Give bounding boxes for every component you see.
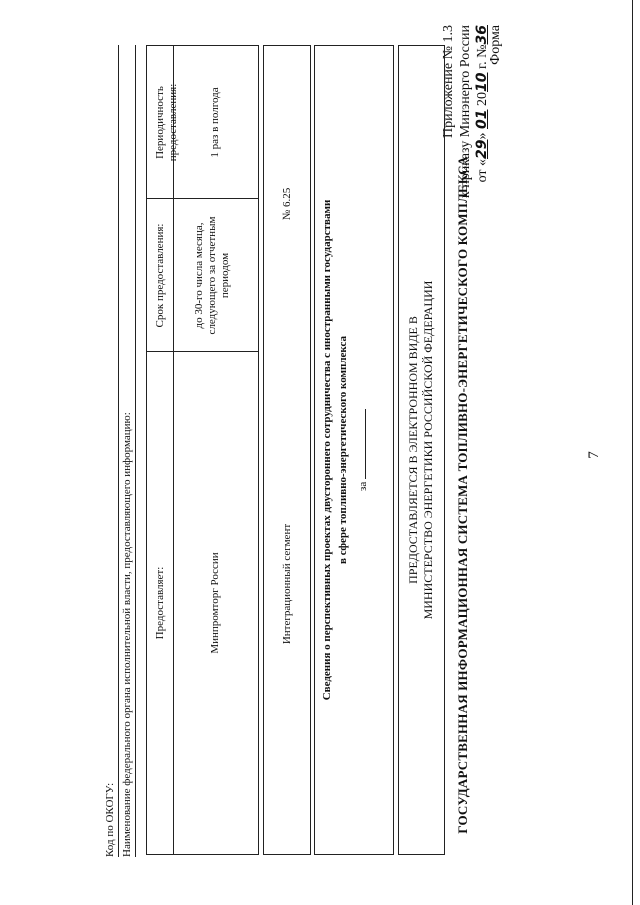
form-label: Форма — [488, 25, 503, 65]
periodicity-value: 1 раз в полгода — [209, 87, 221, 158]
page-number: 7 — [586, 451, 602, 459]
report-title-line-1: Сведения о перспективных проектах двустороннего сотрудничества с иностранными государствами — [321, 199, 333, 701]
submission-header-line-1: ПРЕДОСТАВЛЯЕТСЯ В ЭЛЕКТРОННОМ ВИДЕ В — [406, 316, 420, 584]
deadline-value: до 30-го числа месяца, следующего за отчетным периодом — [193, 216, 231, 335]
appendix-line-2: к приказу Минэнерго России — [458, 25, 473, 199]
segment-number: № 6.25 — [281, 187, 293, 221]
segment-label: Интеграционный сегмент — [281, 523, 293, 645]
segment-box — [263, 45, 311, 855]
col-provider-header: Предоставляет: — [154, 566, 166, 640]
report-period: за — [355, 46, 369, 854]
provider-value: Минпромторг России — [209, 552, 221, 654]
col-deadline-header: Срок предоставления: — [154, 223, 166, 328]
appendix-line-3: от «29» 01 2010 г. №36 — [474, 25, 490, 183]
scan-top-line — [632, 0, 633, 905]
main-title: ГОСУДАРСТВЕННАЯ ИНФОРМАЦИОННАЯ СИСТЕМА ТОПЛИВНО-ЭНЕРГЕТИЧЕСКОГО КОМПЛЕКСА — [455, 156, 470, 834]
report-title-box — [314, 45, 394, 855]
submission-header-box — [398, 45, 445, 855]
report-title-line-2: в сфере топливно-энергетического комплекса — [337, 336, 349, 564]
okogu-label: Код по ОКОГУ: — [104, 782, 116, 857]
okogu-line — [118, 45, 119, 857]
details-table — [146, 45, 259, 855]
col-periodicity-header: Периодичность предоставления: — [154, 83, 179, 162]
appendix-line-1: Приложение № 1.3 — [441, 25, 456, 138]
executive-body-line — [135, 45, 136, 857]
executive-body-label: Наименование федерального органа исполнительной власти, предоставляющего информацию: — [121, 412, 133, 857]
submission-header-line-2: МИНИСТЕРСТВО ЭНЕРГЕТИКИ РОССИЙСКОЙ ФЕДЕРАЦИИ — [421, 280, 435, 620]
